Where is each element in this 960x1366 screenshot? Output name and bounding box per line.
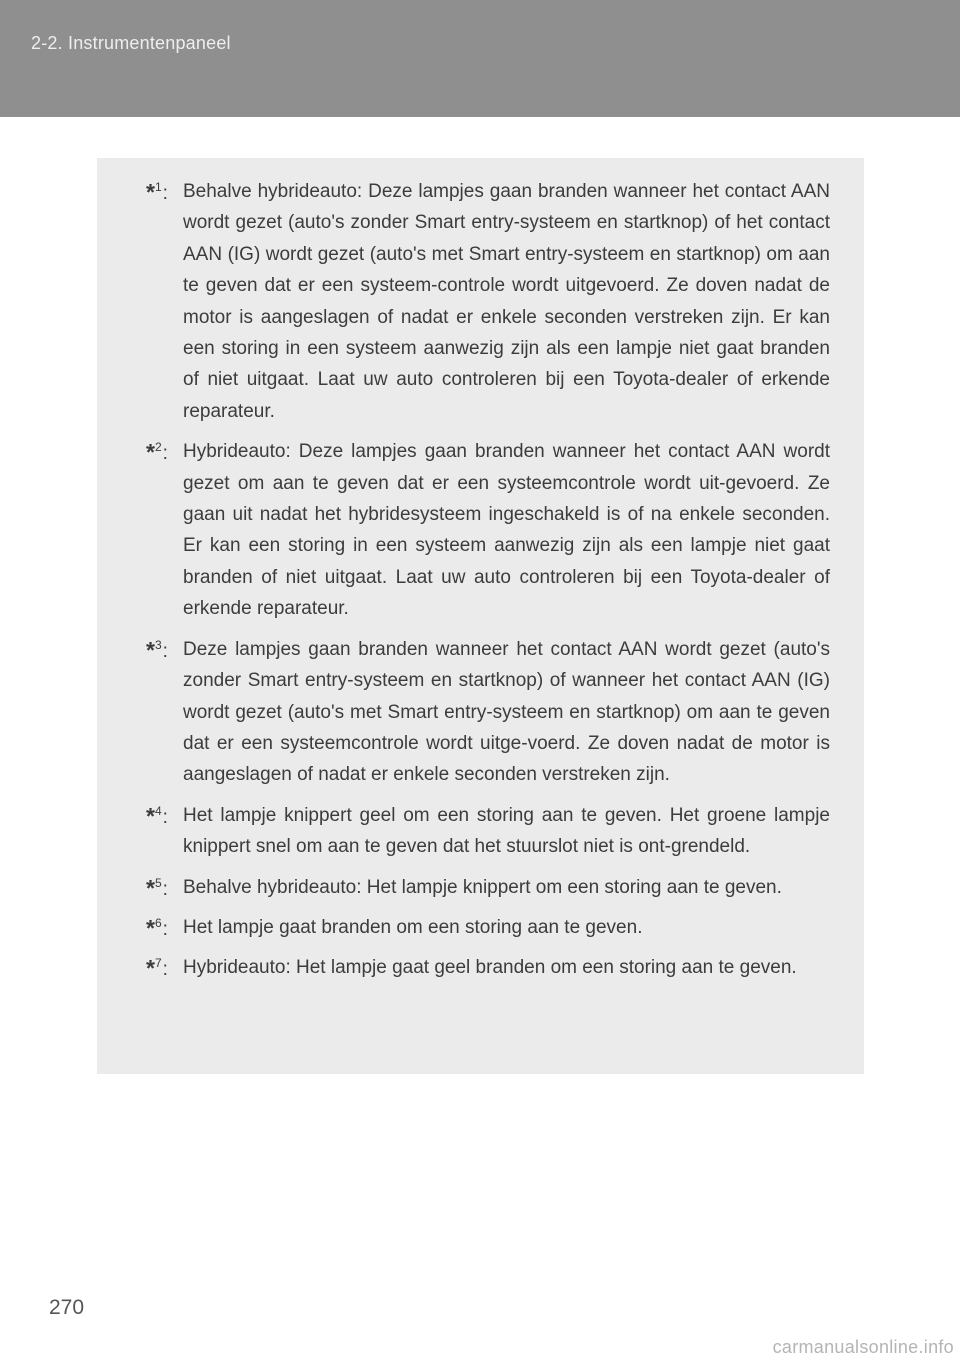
footnote-number: 2 bbox=[154, 440, 162, 455]
notes-box bbox=[97, 158, 864, 1074]
asterisk-icon: * bbox=[146, 802, 155, 829]
asterisk-icon: * bbox=[146, 874, 155, 901]
asterisk-icon: * bbox=[146, 439, 155, 466]
footnote-marker: *$^2$: bbox=[146, 439, 168, 466]
footnote-text: Deze lampjes gaan branden wanneer het contact AAN wordt gezet (auto's zonder Smart entry-systeem en startknop) of wanneer het contact AAN (IG) wordt gezet (auto's met Smart entry-systeem en startknop) om aan te geven dat er een systeemcontrole wordt uitge-voerd. Ze doven nadat de motor is aangeslagen of nadat er enkele seconden verstreken zijn. bbox=[183, 638, 830, 786]
footnote-number: 4 bbox=[154, 803, 162, 818]
footnote-7 bbox=[146, 952, 830, 983]
footnote-3 bbox=[146, 634, 830, 791]
footnote-number: 5 bbox=[154, 875, 162, 890]
header-band bbox=[0, 0, 960, 117]
footnote-text: Hybrideauto: Deze lampjes gaan branden wanneer het contact AAN wordt gezet om aan te geven dat er een systeemcontrole wordt uit-gevoerd. Ze gaan uit nadat het hybridesysteem ingeschakeld is of na enkele seconden. Er kan een storing in een systeem aanwezig zijn als een lampje niet gaat branden of niet uitgaat. Laat uw auto controleren bij een Toyota-dealer of erkende reparateur. bbox=[183, 441, 830, 620]
footnote-text: Het lampje knippert geel om een storing aan te geven. Het groene lampje knippert snel om aan te geven dat het stuurslot niet is ont-grendeld. bbox=[183, 804, 830, 858]
asterisk-icon: * bbox=[146, 636, 155, 663]
asterisk-icon: * bbox=[146, 955, 155, 982]
footnote-text: Hybrideauto: Het lampje gaat geel branden om een storing aan te geven. bbox=[183, 957, 797, 979]
footnote-text: Behalve hybrideauto: Het lampje knippert om een storing aan te geven. bbox=[183, 876, 782, 898]
footnote-marker: *$^7$: bbox=[146, 955, 168, 982]
footnote-marker: *$^5$: bbox=[146, 874, 168, 901]
footnote-text: Het lampje gaat branden om een storing aan te geven. bbox=[183, 916, 643, 938]
footnote-marker: *$^3$: bbox=[146, 636, 168, 663]
footnote-number: 7 bbox=[154, 956, 162, 971]
footnote-number: 3 bbox=[154, 637, 162, 652]
footnote-5 bbox=[146, 872, 830, 903]
footnote-marker: *$^4$: bbox=[146, 802, 168, 829]
footnote-4 bbox=[146, 800, 830, 863]
footnote-text: Behalve hybrideauto: Deze lampjes gaan branden wanneer het contact AAN wordt gezet (auto's zonder Smart entry-systeem en startknop) of het contact AAN (IG) wordt gezet (auto's met Smart entry-systeem en startknop) om aan te geven dat er een systeem-controle wordt uitgevoerd. Ze doven nadat de motor is aangeslagen of nadat er enkele seconden verstreken zijn. Er kan een storing in een systeem aanwezig zijn als een lampje niet gaat branden of niet uitgaat. Laat uw auto controleren bij een Toyota-dealer of erkende reparateur. bbox=[183, 181, 830, 422]
footnote-number: 1 bbox=[154, 180, 162, 194]
asterisk-icon: * bbox=[146, 914, 155, 941]
footnote-1 bbox=[146, 176, 830, 427]
footnote-6 bbox=[146, 912, 830, 943]
watermark: carmanualsonline.info bbox=[772, 1337, 954, 1357]
asterisk-icon: * bbox=[146, 179, 155, 205]
section-title: 2-2. Instrumentenpaneel bbox=[31, 33, 231, 53]
footnote-2 bbox=[146, 436, 830, 624]
page-number: 270 bbox=[49, 1296, 85, 1319]
footnote-marker: *$^1$: bbox=[146, 179, 168, 205]
footnote-list bbox=[146, 176, 830, 993]
footnote-number: 6 bbox=[154, 915, 162, 930]
footnote-marker: *$^6$: bbox=[146, 914, 168, 941]
